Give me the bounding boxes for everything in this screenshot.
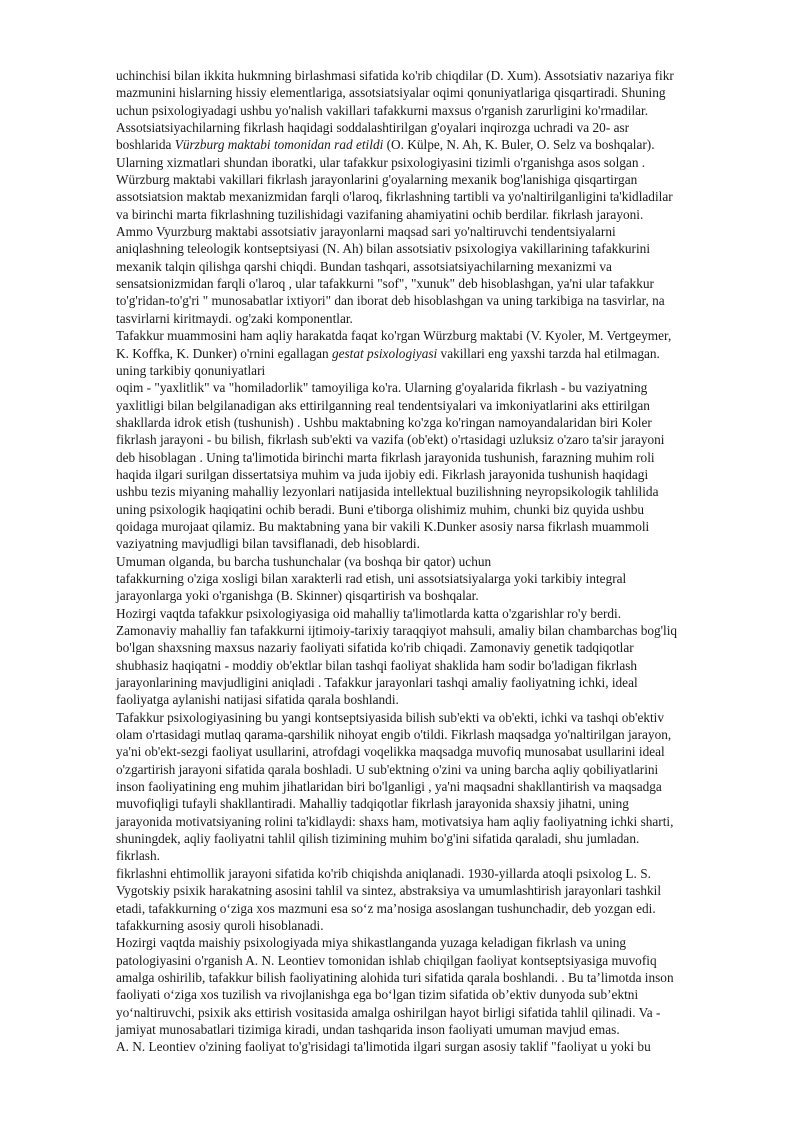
text-line: tasvirlarni kiritmaydi. og'zaki komponentlar. <box>116 310 353 326</box>
text-line: shuningdek, aqliy faoliyatni tahlil qilish tizimining muhim bo'g'ini sifatida qaraladi, shu jumladan. <box>116 831 640 847</box>
text-line: Ammo Vyurzburg maktabi assotsiativ jarayonlarni maqsad sari yo'naltiruvchi tendentsiyalarni <box>116 224 616 240</box>
text-line: haqida ilgari surilgan dissertatsiya muhim va juda ijobiy edi. Fikrlash jarayonida tushunish haqidagi <box>116 466 649 482</box>
text-line: jarayonlarining mavjudligini aniqladi . Tafakkur jarayonlari tashqi amaliy faoliyatning ichki, ideal <box>116 675 638 691</box>
text-line: jamiyat munosabatlari tizimiga kiradi, undan tashqarida inson faoliyati umuman mavjud emas. <box>116 1021 620 1037</box>
text-segment: vakillari eng yaxshi tarzda hal etilmagan. <box>437 345 660 361</box>
text-line: qoidaga murojaat qilamiz. Bu maktabning yana bir vakili K.Dunker asosiy narsa fikrlash muammoli <box>116 518 650 534</box>
text-line: va birinchi marta fikrlashning tuzilishidagi vazifaning ahamiyatini ochib berdilar. fikrlash jarayoni. <box>116 206 644 222</box>
text-line: assotsiatsion maktab mexanizmidan farqli o'laroq, fikrlashning tartibli va yo'naltirilganligini ta'kidladilar <box>116 189 673 205</box>
italic-text-segment: gestat psixologiyasi <box>331 345 438 361</box>
text-line: oqim - "yaxlitlik" va "homiladorlik" tamoyiliga ko'ra. Ularning g'oyalarida fikrlash - bu vaziyatning <box>116 380 648 396</box>
text-line: Würzburg maktabi vakillari fikrlash jarayonlarini g'oyalarning mexanik bog'lanishiga qisqartirgan <box>116 172 638 188</box>
text-line: shakllarda idrok etish (tushunish) . Ushbu maktabning ko'zga ko'ringan namoyandalaridan biri Koler <box>116 414 652 430</box>
text-line: Tafakkur muammosini ham aqliy harakatda faqat ko'rgan Würzburg maktabi (V. Kyoler, M. Vertgeymer, <box>116 328 672 344</box>
text-line: jarayonlarga yoki o'rganishga (B. Skinner) qisqartirish va boshqalar. <box>116 588 479 604</box>
text-line: o'zgartirish jarayoni sifatida qarala boshladi. U sub'ektning o'zini va uning barcha aqliy qobiliyatlarini <box>116 761 659 777</box>
text-line: sensatsionizmidan farqli o'laroq , ular tafakkurni "sof", "xunuk" deb hisoblashgan, ya'ni ular tafakkur <box>116 276 654 292</box>
text-line: Ularning xizmatlari shundan iboratki, ular tafakkur psixologiyasini tizimli o'rganishga asos solgan . <box>116 154 646 170</box>
text-line: Vygotskiy psixik harakatning asosini tahlil va sintez, abstraksiya va umumlashtirish jarayonlari tashkil <box>116 883 662 899</box>
text-line: yaxlitligi bilan belgilanadigan aks ettirilganning real tendentsiyalari va imkoniyatlarini aks ettirilgan <box>116 397 650 413</box>
text-line: ushbu tezis miyaning mahalliy lezyonlari natijasida intellektual buzilishning neyropsikologik tahlilida <box>116 484 659 500</box>
text-line: faoliyati o‘ziga xos tuzilish va rivojlanishga ega bo‘lgan tizim sifatida ob’ektiv dunyoda sub’ektni <box>116 987 639 1003</box>
text-line: aniqlashning teleologik kontseptsiyasi (N. Ah) bilan assotsiativ psixologiya vakillarining tafakkurini <box>116 241 651 257</box>
text-line: inson faoliyatining eng muhim jihatlaridan biri bo'lganligi , ya'ni maqsadni shakllantirish va maqsadga <box>116 779 662 795</box>
text-line: jarayonida motivatsiyaning rolini ta'kidlaydi: shaxs ham, motivatsiya ham aqliy faoliyatning ichki sharti, <box>116 813 674 829</box>
text-line: ya'ni ob'ekt-sezgi faoliyat usullarini, atrofdagi voqelikka maqsadga muvofiq munosabat usullarini ideal <box>116 744 665 760</box>
text-line: A. N. Leontiev o'zining faoliyat to'g'risidagi ta'limotida ilgari surgan asosiy taklif "faoliyat u yoki bu <box>116 1039 651 1055</box>
text-line: deb hisoblagan . Uning ta'limotida birinchi marta fikrlash jarayonida tushunish, farazning muhim roli <box>116 449 655 465</box>
text-line: muvofiqligi tufayli shakllantiradi. Mahalliy tadqiqotlar fikrlash jarayonida shaxsiy jihatni, uning <box>116 796 629 812</box>
text-line: to'g'ridan-to'g'ri " munosabatlar ixtiyori" dan iborat deb hisoblashgan va uning tarkibiga na tasvirlar, na <box>116 293 665 309</box>
text-line: Zamonaviy mahalliy fan tafakkurni ijtimoiy-tarixiy taraqqiyot mahsuli, amaliy bilan chambarchas bog'liq <box>116 623 678 638</box>
text-line: Umuman olganda, bu barcha tushunchalar (va boshqa bir qator) uchun <box>116 553 492 569</box>
text-line: faoliyatga aylanishi natijasi sifatida qarala boshlandi. <box>116 692 399 708</box>
text-line: Hozirgi vaqtda tafakkur psixologiyasiga oid mahalliy ta'limotlarda katta o'zgarishlar ro'y berdi. <box>116 605 622 621</box>
text-segment: (O. Külpe, N. Ah, K. Buler, O. Selz va boshqalar). <box>383 137 655 153</box>
text-line: uchinchisi bilan ikkita hukmning birlashmasi sifatida ko'rib chiqdilar (D. Xum). Assotsiativ nazariya fikr <box>116 68 674 83</box>
text-line <box>116 136 720 153</box>
text-line: Hozirgi vaqtda maishiy psixologiyada miya shikastlanganda yuzaga keladigan fikrlash va uning <box>116 935 627 951</box>
italic-text-segment: Vürzburg maktabi tomonidan rad etildi <box>174 137 384 153</box>
text-line: etadi, tafakkurning o‘ziga xos mazmuni esa so‘z ma’nosiga asoslangan tushunchadir, deb yozgan edi. <box>116 900 656 916</box>
text-line: vaziyatning mavjudligi bilan tavsiflanadi, deb hisoblardi. <box>116 536 420 552</box>
text-line: Assotsiatsiyachilarning fikrlash haqidagi soddalashtirilgan g'oyalari inqirozga uchradi va 20- asr <box>116 120 630 136</box>
text-line: fikrlash jarayoni - bu bilish, fikrlash sub'ekti va vazifa (ob'ekt) o'rtasidagi uzluksiz o'zaro ta'sir jarayoni <box>116 432 665 448</box>
text-line: bo'lgan shaxsning maxsus nazariy faoliyati sifatida ko'rib chiqadi. Zamonaviy genetik tadqiqotlar <box>116 640 634 656</box>
text-line: mazmunini hislarning hissiy elementlariga, assotsiatsiyalar oqimi qonuniyatlariga qisqartiradi. Shuning <box>116 85 666 101</box>
text-line: Tafakkur psixologiyasining bu yangi kontseptsiyasida bilish sub'ekti va ob'ekti, ichki va tashqi ob'ektiv <box>116 709 665 725</box>
text-segment: boshlarida <box>116 137 175 153</box>
text-line: fikrlash. <box>116 848 160 864</box>
text-line: tafakkurning asosiy quroli hisoblanadi. <box>116 917 324 933</box>
text-line: mexanik talqin qilishga qarshi chiqdi. Bundan tashqari, assotsiatsiyachilarning mexanizmi va <box>116 258 612 274</box>
text-line: shubhasiz haqiqatni - moddiy ob'ektlar bilan tashqi faoliyat shaklida ham sodir bo'ladigan fikrlash <box>116 657 638 673</box>
text-line: tafakkurning o'ziga xosligi bilan xarakterli rad etish, uni assotsiatsiyalarga yoki tarkibiy integral <box>116 570 627 586</box>
text-segment: K. Koffka, K. Dunker) o'rnini egallagan <box>116 345 332 361</box>
text-line: uchun psixologiyadagi ushbu yo'nalish vakillari tafakkurni maxsus o'rganish zarurligini ko'rmadilar. <box>116 102 649 118</box>
text-line: fikrlashni ehtimollik jarayoni sifatida ko'rib chiqishda aniqlanadi. 1930-yillarda atoqli psixolog L. S. <box>116 865 651 881</box>
text-line: patologiyasini o'rganish A. N. Leontiev tomonidan ishlab chiqilgan faoliyat kontseptsiyasiga muvofiq <box>116 952 657 968</box>
text-line: olam o'rtasidagi mutlaq qarama-qarshilik nihoyat engib o'tildi. Fikrlash maqsadga yo'naltirilgan jarayon, <box>116 727 672 743</box>
text-line: uning psixologik haqiqatini ochib beradi. Buni e'tiborga olishimiz muhim, chunki biz quyida ushbu <box>116 501 645 517</box>
text-line: yo‘naltiruvchi, psixik aks ettirish vositasida amalga oshirilgan hayot birligi sifatida tahlil qilinadi. Va - <box>116 1004 661 1020</box>
text-line: uning tarkibiy qonuniyatlari <box>116 362 266 378</box>
text-line <box>116 345 720 362</box>
document-body <box>116 67 720 1056</box>
text-line: amalga oshirilib, tafakkur bilish faoliyatining alohida turi sifatida qarala boshlandi. . Bu ta’limotda inson <box>116 969 674 985</box>
